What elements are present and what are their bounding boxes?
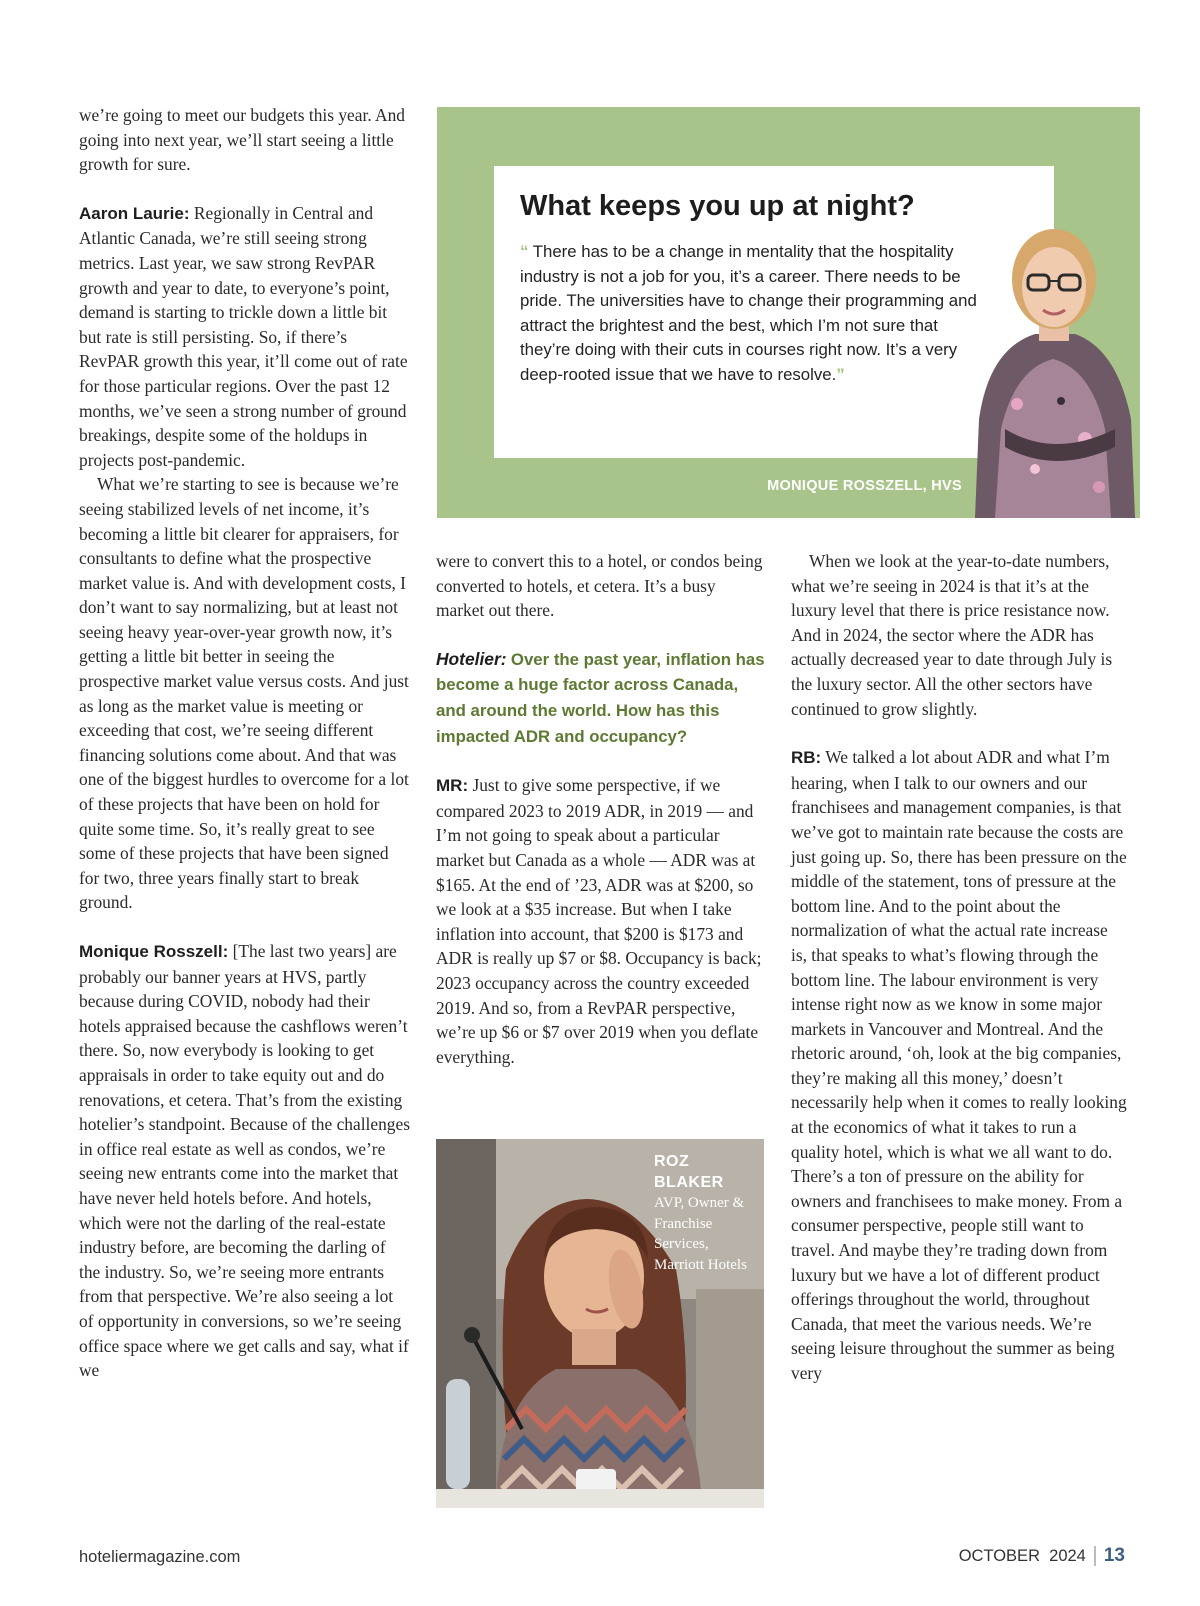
open-quote-mark: “ bbox=[520, 242, 529, 261]
portrait-monique-rosszell bbox=[965, 169, 1140, 518]
paragraph: When we look at the year-to-date numbers, what we’re seeing in 2024 is that it’s at the luxury level that there is price resistance now. And in 2024, the sector where the ADR has actually decreased year to date through July is the luxury sector. All the other sectors have continued to grow slightly. bbox=[791, 551, 1113, 719]
paragraph bbox=[791, 745, 1127, 1385]
photo-caption bbox=[654, 1151, 762, 1275]
paragraph bbox=[79, 939, 411, 1383]
speaker-label: Monique Rosszell: bbox=[79, 942, 229, 961]
footer-issue bbox=[959, 1545, 1125, 1567]
question-text: Over the past year, inflation has become a huge factor across Canada, and around the world. How has this impacted ADR and occupancy? bbox=[436, 649, 765, 746]
interview-question bbox=[436, 647, 768, 749]
paragraph: What we’re starting to see is because we’re seeing stabilized levels of net income, it’s becoming a little bit clearer for appraisers, for consultants to define what the prospective market value is. And with development costs, I don’t want to say normalizing, but at least not seeing heavy year-over-year growth now, it’s getting a little bit better in seeing the prospective market value versus costs. And just as long as the market value is meeting or exceeding that cost, we’re seeing different financing solutions come about. And that was one of the biggest hurdles to overcome for a lot of these projects that have been on hold for quite some time. So, it’s really great to see some of these projects that have been signed for two, three years finally start to break ground. bbox=[79, 474, 409, 913]
paragraph-text: [The last two years] are probably our banner years at HVS, partly because during COVID, nobody had their hotels appraised because the cashflows weren’t there. So, now everybody is looking to get appraisals in order to take equity out and do renovations, et cetera. That’s from the existing hotelier’s standpoint. Because of the challenges in office real estate as well as condos, we’re seeing new entrants come into the market that have never held hotels before. And hotels, which were not the darling of the real-estate industry before, are becoming the darling of the industry. So, we’re seeing more entrants from that perspective. We’re also seeing a lot of opportunity in conversions, so we’re seeing office space where we get calls and say, what if we bbox=[79, 941, 410, 1381]
paragraph bbox=[436, 773, 768, 1069]
footer-divider bbox=[1094, 1546, 1096, 1566]
pull-quote-text: There has to be a change in mentality that the hospitality industry is not a job for you, it’s a career. There needs to be pride. The universities have to change their programming and attract the brightest and the best, which I’m not sure that they’re doing with their cuts in courses right now. It’s a very deep-rooted issue that we have to resolve. bbox=[520, 242, 977, 384]
pull-quote bbox=[520, 240, 980, 388]
speaker-label: MR: bbox=[436, 776, 469, 796]
paragraph-text: Regionally in Central and Atlantic Canada, we’re still seeing strong metrics. Last year, we saw strong RevPAR growth and year to date, to everyone’s point, demand is starting to trickle down a little bit but rate is still persisting. So, if there’s RevPAR growth this year, it’ll come out of rate for those particular regions. Over the past 12 months, we’ve seen a strong number of ground breakings, despite some of the holdups in projects post-pandemic. bbox=[79, 202, 408, 470]
caption-name-line: BLAKER bbox=[654, 1174, 724, 1191]
paragraph-text: We talked a lot about ADR and what I’m hearing, when I talk to our owners and our franchisees and management companies, is that we’ve got to maintain rate because the costs are just going up. So, there has been pressure on the middle of the statement, tons of pressure at the bottom line. And to the point about the normalization of what the actual rate increase is, that speaks to what’s flowing through the bottom line. The labour environment is very intense right now as we know in some major markets in Vancouver and Montreal. And the rhetoric around, ‘oh, look at the big companies, they’re making all this money,’ doesn’t necessarily help when it comes to really looking at the economics of what it takes to run a quality hotel, which is what we all want to do. There’s a ton of pressure on the ability for owners and franchisees to make money. From a consumer perspective, people still want to travel. And maybe they’re trading down from luxury but we have a lot of different product offerings throughout the world, throughout Canada, that meet the various needs. We’re seeing leisure throughout the summer as being very bbox=[791, 747, 1127, 1383]
article-column-3 bbox=[791, 549, 1127, 1386]
paragraph-text: Just to give some perspective, if we compared 2023 to 2019 ADR, in 2019 — and I’m not going to speak about a particular market but Canada as a whole — ADR was at $165. At the end of ’23, ADR was at $200, so we look at a $35 increase. But when I take inflation into account, that $200 is $173 and ADR is really up $7 or $8. Occupancy is back; 2023 occupancy across the country exceeded 2019. And so, from a RevPAR perspective, we’re up $6 or $7 over 2019 when you deflate everything. bbox=[436, 775, 762, 1067]
callout-title: What keeps you up at night? bbox=[520, 190, 915, 222]
pull-quote-callout bbox=[437, 107, 1140, 518]
question-lead: Hotelier: bbox=[436, 648, 507, 669]
photo-roz-blaker bbox=[436, 1139, 764, 1508]
callout-credit: MONIQUE ROSSZELL, HVS bbox=[767, 478, 962, 494]
close-quote-mark: ” bbox=[836, 364, 845, 384]
article-column-1 bbox=[79, 103, 411, 1383]
paragraph bbox=[79, 201, 411, 473]
speaker-label: Aaron Laurie: bbox=[79, 203, 190, 223]
paragraph: were to convert this to a hotel, or condos being converted to hotels, et cetera. It’s a busy market out there. bbox=[436, 551, 763, 621]
footer-website: hoteliermagazine.com bbox=[79, 1548, 241, 1566]
paragraph: we’re going to meet our budgets this year. And going into next year, we’ll start seeing a little growth for sure. bbox=[79, 105, 406, 175]
speaker-label: RB: bbox=[791, 748, 822, 768]
caption-name bbox=[654, 1151, 762, 1193]
caption-role: AVP, Owner & Franchise Services, Marriott Hotels bbox=[654, 1195, 747, 1273]
page-number: 13 bbox=[1103, 1545, 1125, 1566]
article-column-2 bbox=[436, 549, 768, 1069]
issue-date: OCTOBER 2024 bbox=[958, 1546, 1086, 1565]
caption-name-line: ROZ bbox=[654, 1153, 690, 1170]
